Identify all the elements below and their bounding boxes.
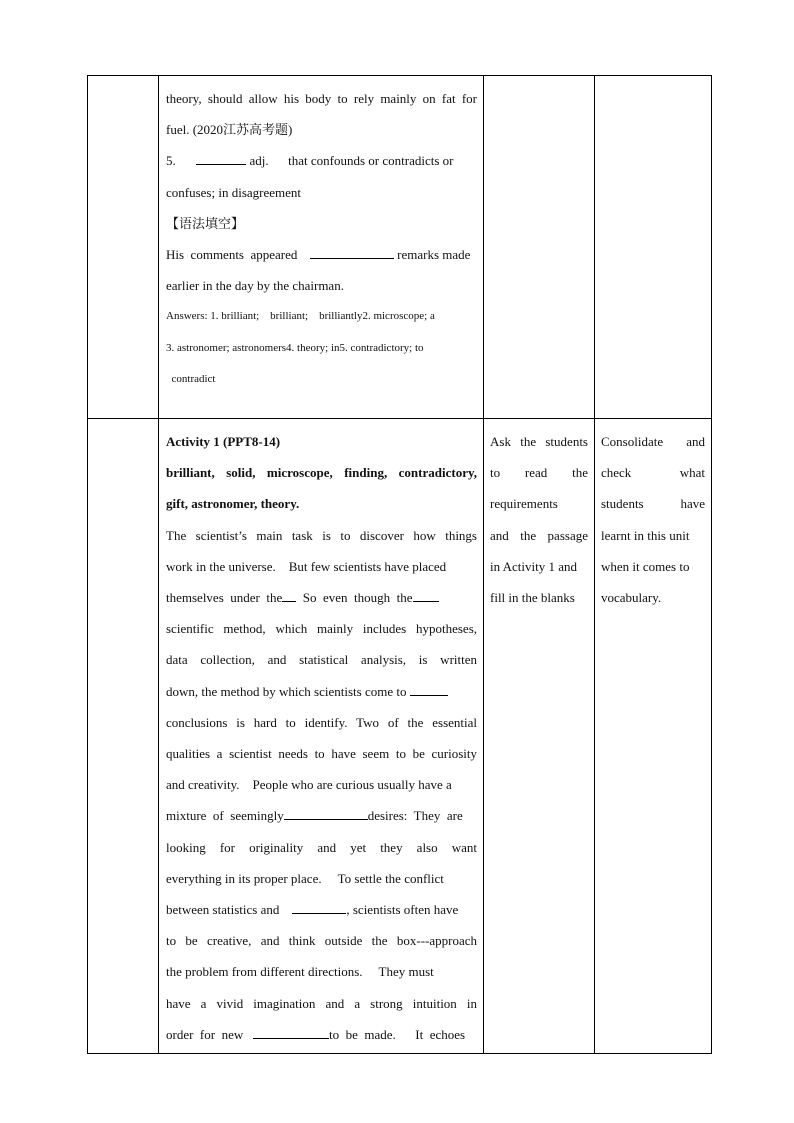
grammar-question: His comments appeared remarks made — [166, 247, 471, 262]
passage-line: and creativity. People who are curious usually have a — [166, 777, 452, 793]
blank — [413, 589, 439, 602]
teacher-activity-cell — [484, 76, 595, 419]
text-line: earlier in the day by the chairman. — [166, 278, 344, 294]
passage-line: data collection, and statistical analysis, is written — [166, 652, 477, 668]
question-number: 5. — [166, 153, 176, 169]
passage-line: scientific method, which mainly includes hypotheses, — [166, 621, 477, 637]
step-cell — [88, 76, 159, 419]
passage-line: everything in its proper place. To settle the conflict — [166, 870, 444, 886]
passage-line: the problem from different directions. They must — [166, 964, 434, 980]
content-cell — [159, 419, 484, 1054]
passage-line: have a vivid imagination and a strong intuition in — [166, 995, 477, 1011]
blank — [196, 152, 246, 165]
passage-line: to be creative, and think outside the box---approach — [166, 933, 477, 949]
passage-line: mixture of seemingly desires: They are — [166, 808, 463, 824]
blank — [253, 1026, 329, 1039]
passage-line: work in the universe. But few scientists have placed — [166, 558, 447, 574]
question-text: adj. that confounds or contradicts or — [249, 153, 454, 169]
blank — [284, 807, 368, 820]
answers-line: 3. astronomer; astronomers4. theory; in5. contradictory; to — [166, 341, 424, 354]
passage-line: between statistics and , scientists often have — [166, 901, 459, 917]
purpose-cell — [595, 76, 712, 419]
passage-line: themselves under the So even though the — [166, 582, 477, 613]
passage-line: down, the method by which scientists come to — [166, 676, 477, 707]
question-5 — [166, 145, 477, 176]
blank — [310, 246, 394, 259]
content-cell — [159, 76, 484, 419]
purpose-cell: Consolidate and check what students have learnt in this unit when it comes to vocabulary. — [595, 419, 712, 1054]
passage-line: order for new to be made. It echoes — [166, 1026, 466, 1042]
passage-line: looking for originality and yet they also want — [166, 839, 477, 855]
word-list: gift, astronomer, theory. — [166, 496, 300, 512]
blank — [292, 901, 346, 914]
text-line: theory, should allow his body to rely mainly on fat for — [166, 91, 477, 106]
table-row — [88, 76, 712, 419]
text-line: confuses; in disagreement — [166, 184, 302, 200]
answers-line: contradict — [166, 372, 216, 385]
blank — [282, 589, 296, 602]
teacher-activity-cell: Ask the students to read the requirements and the passage in Activity 1 and fill in the blanks — [484, 419, 595, 1054]
passage-line: conclusions is hard to identify. Two of the essential — [166, 714, 477, 730]
answers-line: Answers: 1. brilliant; brilliant; brilliantly2. microscope; a — [166, 310, 435, 323]
lesson-table — [87, 75, 712, 1054]
word-list: brilliant, solid, microscope, finding, contradictory, — [166, 465, 477, 481]
table-row — [88, 419, 712, 1054]
passage-line: qualities a scientist needs to have seem to be curiosity — [166, 745, 477, 761]
step-cell — [88, 419, 159, 1054]
passage-line: The scientist’s main task is to discover how things — [166, 527, 477, 543]
activity-title: Activity 1 (PPT8-14) — [166, 434, 281, 449]
blank — [410, 683, 448, 696]
text-line: fuel. (2020江苏高考题) — [166, 122, 293, 138]
grammar-heading: 【语法填空】 — [166, 215, 245, 231]
